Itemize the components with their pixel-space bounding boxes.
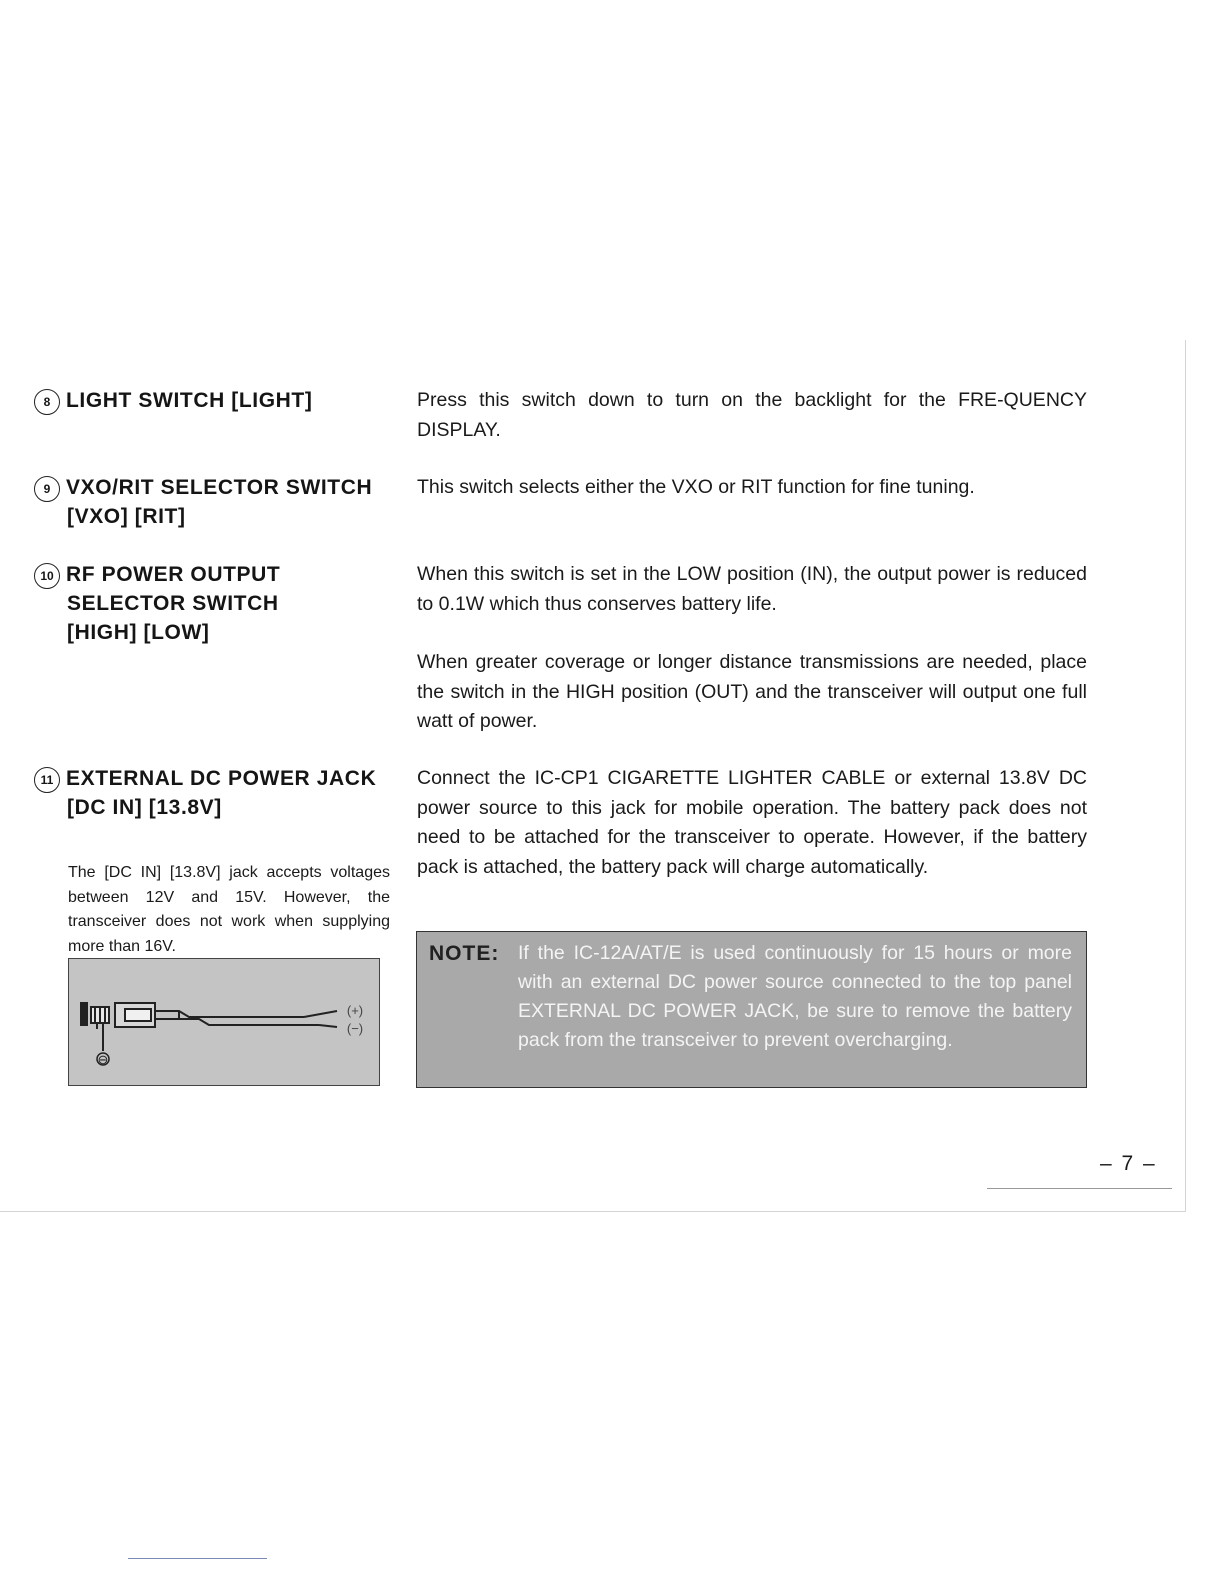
minus-label: (−)	[346, 1021, 364, 1036]
section-11-heading	[34, 764, 396, 822]
paragraph: When this switch is set in the LOW position (IN), the output power is reduced to 0.1W which thus conserves battery life.	[417, 563, 1087, 615]
section-8-heading	[34, 386, 396, 415]
divider	[128, 1558, 267, 1559]
page-number: – 7 –	[1100, 1152, 1157, 1175]
paragraph: When greater coverage or longer distance transmissions are needed, place the switch in the HIGH position (OUT) and the transceiver will output one full watt of power.	[417, 651, 1087, 732]
heading-line: VXO/RIT SELECTOR SWITCH	[66, 476, 373, 499]
heading-line: EXTERNAL DC POWER JACK	[66, 767, 377, 790]
divider	[0, 1211, 1185, 1212]
paragraph: Connect the IC-CP1 CIGARETTE LIGHTER CABLE or external 13.8V DC power source to this jack for mobile operation. The battery pack does not need to be attached for the transceiver to operate. However, if the battery pack is attached, the battery pack will charge automatically.	[417, 767, 1087, 878]
heading-line: [HIGH] [LOW]	[67, 621, 210, 644]
section-11-description	[417, 764, 1087, 882]
circled-number: 8	[34, 389, 60, 415]
paragraph: Press this switch down to turn on the backlight for the FRE-QUENCY DISPLAY.	[417, 389, 1087, 441]
section-10-heading	[34, 560, 396, 647]
divider	[1185, 340, 1186, 1212]
paragraph: This switch selects either the VXO or RIT function for fine tuning.	[417, 476, 975, 498]
section-9-heading	[34, 473, 396, 531]
heading-line: LIGHT SWITCH [LIGHT]	[66, 389, 313, 412]
voltage-note: The [DC IN] [13.8V] jack accepts voltages between 12V and 15V. However, the transceiver does not work when supplying more than 16V.	[68, 864, 390, 955]
section-8-description	[417, 386, 1087, 445]
circled-number: 10	[34, 563, 60, 589]
circled-number: 9	[34, 476, 60, 502]
heading-line: SELECTOR SWITCH	[67, 592, 279, 615]
divider	[987, 1188, 1172, 1189]
heading-line: RF POWER OUTPUT	[66, 563, 281, 586]
heading-line: [VXO] [RIT]	[67, 505, 186, 528]
overcharge-note-box	[416, 931, 1087, 1088]
plus-label: (+)	[346, 1003, 364, 1018]
dc-jack-diagram	[68, 958, 380, 1086]
ground-label: ⊖	[97, 1052, 109, 1067]
note-label: NOTE:	[429, 942, 500, 965]
heading-line: [DC IN] [13.8V]	[67, 796, 222, 819]
section-10-description	[417, 560, 1087, 737]
circled-number: 11	[34, 767, 60, 793]
dc-jack-illustration	[69, 959, 378, 1084]
note-text: If the IC-12A/AT/E is used continuously for 15 hours or more with an external DC power source connected to the top panel EXTERNAL DC POWER JACK, be sure to remove the battery pack from the transceiver to prevent overcharging.	[518, 942, 1072, 1051]
section-9-description	[417, 473, 1087, 503]
